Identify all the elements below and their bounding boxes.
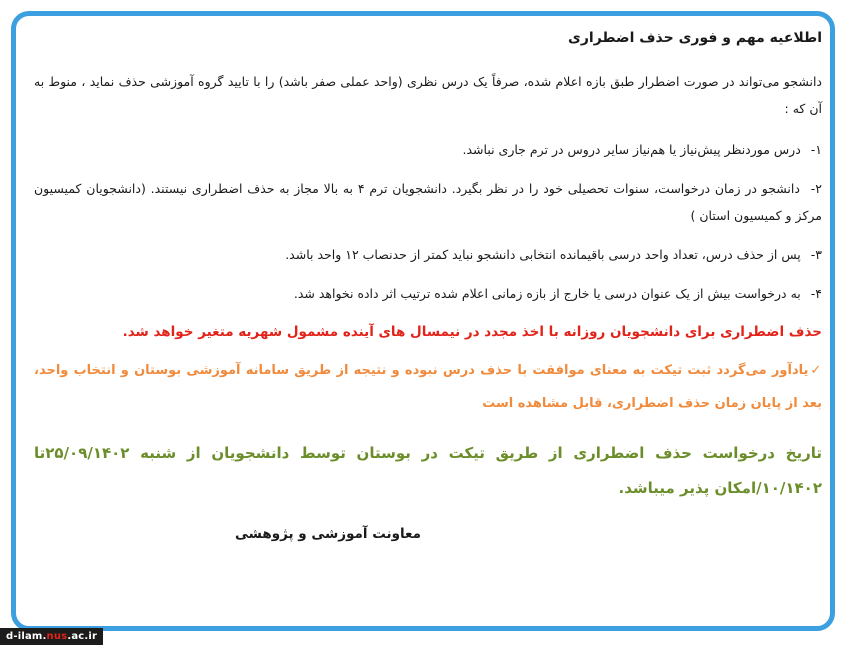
notice-item-2 (34, 175, 822, 229)
signature-footer: معاونت آموزشی و پژوهشی (234, 526, 422, 542)
notice-intro: دانشجو می‌تواند در صورت اضطرار طبق بازه اعلام شده، صرفاً یک درس نظری (واحد عملی صفر باشد) را با تایید گروه آموزشی حذف نماید ، منوط به آن که : (34, 74, 822, 116)
site-badge (0, 628, 103, 645)
item-text: درس موردنظر پیش‌نیاز یا هم‌نیاز سایر دروس در ترم جاری نباشد. (462, 142, 801, 157)
item-number: ۴- (810, 286, 822, 301)
notice-item-1 (34, 136, 822, 163)
notice-content (34, 30, 822, 542)
checkmark-icon: ✓ (810, 363, 822, 378)
item-number: ۳- (810, 247, 822, 262)
badge-highlight: nus (46, 631, 68, 642)
notice-title: اطلاعیه مهم و فوری حذف اضطراری (568, 30, 822, 46)
item-text: دانشجو در زمان درخواست، سنوات تحصیلی خود را در نظر بگیرد. دانشجویان ترم ۴ به بالا مجاز به حذف اضطراری نیستند. (دانشجویان کمیسیون مرکز و کمیسیون استان ) (34, 181, 822, 223)
date-text: تاریخ درخواست حذف اضطراری از طریق تیکت در بوستان توسط دانشجویان از شنبه ۲۵/۰۹/۱۴۰۲تا ۱۰/۱۴۰۲/امکان پذیر میباشد. (34, 444, 822, 497)
item-text: پس از حذف درس، تعداد واحد درسی باقیمانده انتخابی دانشجو نباید کمتر از حدنصاب ۱۲ واحد باشد. (285, 247, 801, 262)
badge-prefix: d-ilam. (6, 631, 47, 642)
item-text: به درخواست بیش از یک عنوان درسی یا خارج از بازه زمانی اعلام شده ترتیب اثر داده نخواهد شد. (293, 286, 801, 301)
item-number: ۱- (810, 142, 822, 157)
reminder-body: یادآور می‌گردد ثبت تیکت به معنای موافقت با حذف درس نبوده و نتیجه از طریق سامانه آموزشی بوستان و انتخاب واحد، بعد از پایان زمان حذف اضطراری، قابل مشاهده است (34, 363, 822, 411)
badge-suffix: .ac.ir (67, 631, 98, 642)
reminder-text (34, 354, 822, 420)
item-number: ۲- (810, 181, 822, 196)
warning-text: حذف اضطراری برای دانشجویان روزانه با اخذ مجدد در نیمسال های آینده مشمول شهریه متغیر خواهد شد. (122, 324, 822, 340)
notice-item-3 (34, 241, 822, 268)
notice-item-4 (34, 280, 822, 307)
